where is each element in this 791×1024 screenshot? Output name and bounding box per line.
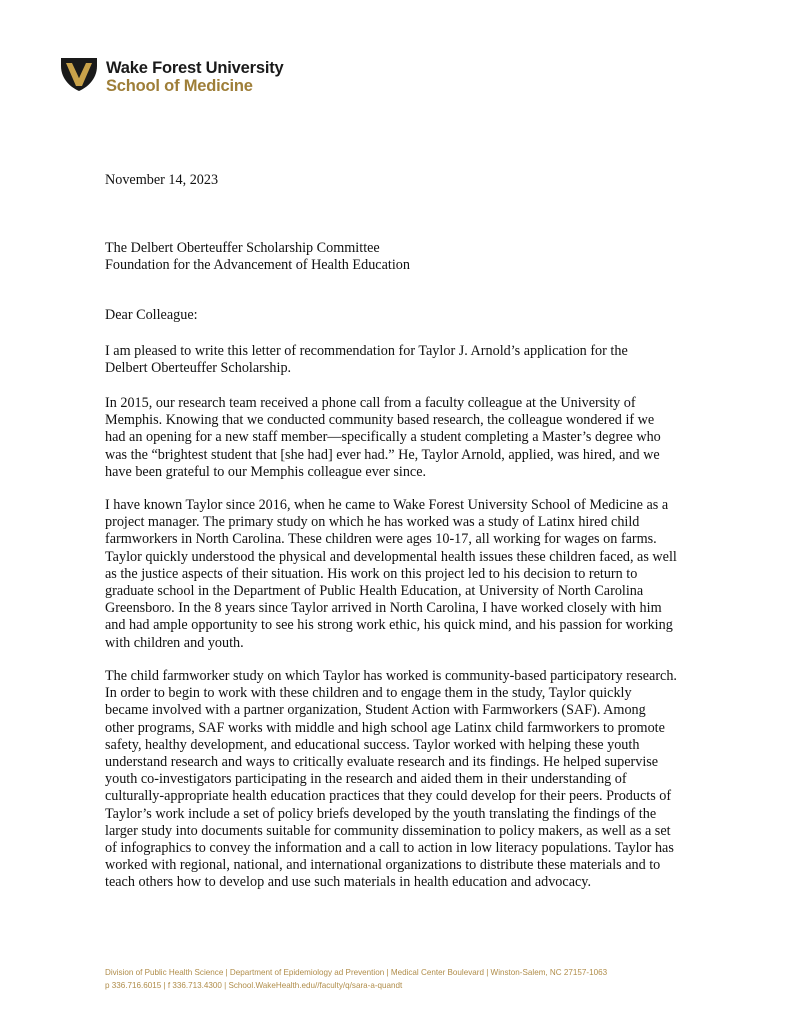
paragraph-line: Greensboro. In the 8 years since Taylor arrived in North Carolina, I have worked closely with him bbox=[105, 600, 662, 617]
paragraph-4 bbox=[105, 668, 725, 892]
paragraph-line: as the justice aspects of their situation. His work on this project led to his decision to return to bbox=[105, 565, 638, 582]
university-name: Wake Forest University bbox=[106, 59, 284, 77]
paragraph-1 bbox=[105, 343, 725, 377]
paragraph-line: The child farmworker study on which Taylor has worked is community-based participatory research. bbox=[105, 668, 677, 684]
paragraph-line: Delbert Oberteuffer Scholarship. bbox=[105, 360, 292, 377]
paragraph-line: worked with regional, national, and international organizations to distribute these materials and to bbox=[105, 857, 661, 874]
paragraph-line: In order to begin to work with these children and to engage them in the study, Taylor quickly bbox=[105, 685, 632, 702]
salutation: Dear Colleague: bbox=[105, 307, 198, 323]
letter-date: November 14, 2023 bbox=[105, 172, 219, 188]
paragraph-line: other programs, SAF works with middle and high school age Latinx child farmworkers to promote bbox=[105, 719, 665, 736]
footer-contact-line: p 336.716.6015 | f 336.713.4300 | School.WakeHealth.edu//faculty/q/sara-a-quandt bbox=[105, 981, 403, 990]
paragraph-line: larger study into documents suitable for community dissemination to policy makers, as well as a set bbox=[105, 822, 671, 839]
paragraph-line: culturally-appropriate health education practices that they could develop for their peers. Products of bbox=[105, 788, 672, 805]
recipient-line: The Delbert Oberteuffer Scholarship Committee bbox=[105, 240, 380, 256]
paragraph-line: with children and youth. bbox=[105, 634, 244, 651]
letterhead-footer bbox=[105, 966, 607, 992]
paragraph-line: In 2015, our research team received a phone call from a faculty colleague at the University of bbox=[105, 395, 636, 411]
paragraph-line: teach others how to develop and use such materials in health education and advocacy. bbox=[105, 874, 592, 891]
paragraph-line: safety, healthy development, and educational success. Taylor worked with helping these youth bbox=[105, 736, 640, 753]
paragraph-line: I am pleased to write this letter of recommendation for Taylor J. Arnold’s application for the bbox=[105, 343, 628, 359]
shield-logo-icon bbox=[60, 56, 98, 92]
paragraph-line: farmworkers in North Carolina. These children were ages 10-17, all working for wages on farms. bbox=[105, 531, 657, 548]
paragraph-line: graduate school in the Department of Public Health Education, at University of North Carolina bbox=[105, 583, 644, 600]
footer-address-line: Division of Public Health Science | Department of Epidemiology ad Prevention | Medical Center Boulevard | Winston-Salem, NC 27157-1063 bbox=[105, 968, 608, 977]
paragraph-line: of infographics to convey the information and a call to action in low literacy populations. Taylor has bbox=[105, 840, 674, 857]
paragraph-line: Memphis. Knowing that we conducted community based research, the colleague wondered if we bbox=[105, 412, 655, 429]
paragraph-2 bbox=[105, 395, 725, 481]
paragraph-line: I have known Taylor since 2016, when he came to Wake Forest University School of Medicine as a bbox=[105, 497, 669, 513]
paragraph-line: have been grateful to our Memphis colleague ever since. bbox=[105, 463, 427, 480]
recipient-line: Foundation for the Advancement of Health Education bbox=[105, 257, 410, 274]
paragraph-line: understand research and ways to critically evaluate research and its findings. He helped supervise bbox=[105, 754, 659, 771]
school-name: School of Medicine bbox=[106, 77, 253, 95]
paragraph-line: became involved with a partner organization, Student Action with Farmworkers (SAF). Among bbox=[105, 702, 646, 719]
paragraph-line: project manager. The primary study on which he has worked was a study of Latinx hired child bbox=[105, 514, 640, 531]
paragraph-3 bbox=[105, 497, 725, 652]
paragraph-line: Taylor quickly understood the physical and developmental health issues these children faced, as well bbox=[105, 548, 677, 565]
paragraph-line: youth co-investigators participating in the research and aided them in their understanding of bbox=[105, 771, 627, 788]
paragraph-line: was the “brightest student that [she had] ever had.” He, Taylor Arnold, applied, was hired, and we bbox=[105, 446, 660, 463]
paragraph-line: and had ample opportunity to see his strong work ethic, his quick mind, and his passion for working bbox=[105, 617, 673, 634]
paragraph-line: had an opening for a new staff member—specifically a student completing a Master’s degree who bbox=[105, 429, 661, 446]
paragraph-line: Taylor’s work include a set of policy briefs developed by the youth translating the findings of the bbox=[105, 805, 657, 822]
recipient-block bbox=[105, 240, 725, 274]
